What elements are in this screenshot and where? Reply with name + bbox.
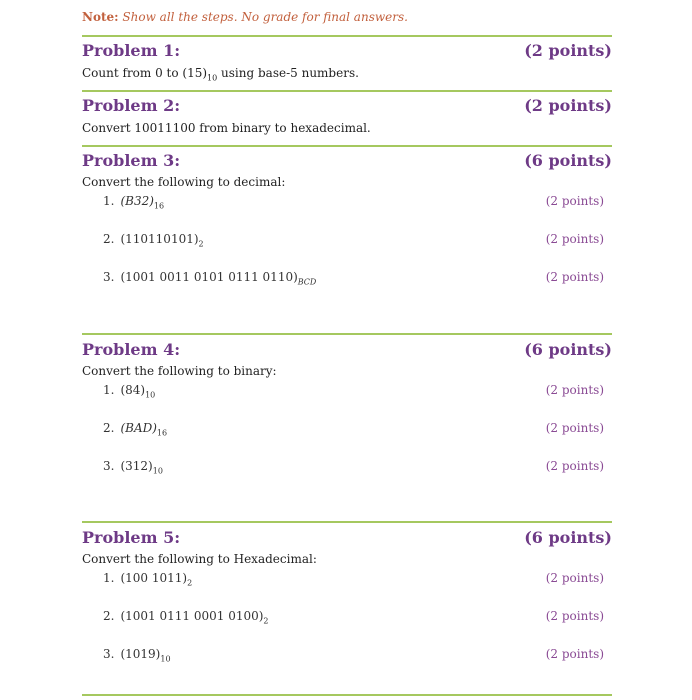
problem-3-points: (6 points) <box>524 151 612 170</box>
problem-3-item-1: 1. $(B32)_{16}$ <box>103 194 165 211</box>
problem-5-item-1: 1. (100 $1011)_2$ <box>103 571 193 588</box>
divider <box>82 521 612 523</box>
problem-3-title: Problem 3: <box>82 151 181 170</box>
note <box>82 10 408 24</box>
note-label: Note: <box>82 10 119 24</box>
problem-5-title: Problem 5: <box>82 528 181 547</box>
note-text: Show all the steps. No grade for final answers. <box>122 10 408 24</box>
problem-3-description: Convert the following to decimal: <box>82 175 286 189</box>
divider <box>82 35 612 37</box>
problem-4-item-3: 3. $(312)_{10}$ <box>103 459 163 476</box>
problem-4-item-2: 2. $(BAD)_{16}$ <box>103 421 168 438</box>
problem-4-item-1: 1. $(84)_{10}$ <box>103 383 156 400</box>
problem-5-description: Convert the following to Hexadecimal: <box>82 552 317 566</box>
problem-1-title: Problem 1: <box>82 41 181 60</box>
problem-4-item-1-points: (2 points) <box>545 383 604 397</box>
problem-5-item-3: 3. $(1019)_{10}$ <box>103 647 171 664</box>
divider <box>82 145 612 147</box>
divider <box>82 90 612 92</box>
problem-1-description: Count from 0 to $(15)_{10}$ using base-5 numbers. <box>82 66 359 83</box>
problem-5-item-3-points: (2 points) <box>545 647 604 661</box>
problem-4-item-3-points: (2 points) <box>545 459 604 473</box>
problem-5-item-2: 2. (1001 0111 0001 $0100)_2$ <box>103 609 269 626</box>
problem-4-points: (6 points) <box>524 340 612 359</box>
problem-5-points: (6 points) <box>524 528 612 547</box>
problem-5-item-1-points: (2 points) <box>545 571 604 585</box>
problem-4-description: Convert the following to binary: <box>82 364 277 378</box>
divider <box>82 333 612 335</box>
problem-3-item-2: 2. $(110110101)_2$ <box>103 232 204 249</box>
problem-3-item-3: 3. (1001 0011 0101 0111 $0110)_{BCD}$ <box>103 270 317 287</box>
problem-2-points: (2 points) <box>524 96 612 115</box>
problem-5-item-2-points: (2 points) <box>545 609 604 623</box>
problem-4-title: Problem 4: <box>82 340 181 359</box>
divider <box>82 694 612 696</box>
problem-2-description: Convert 10011100 from binary to hexadecimal. <box>82 121 371 135</box>
problem-2-title: Problem 2: <box>82 96 181 115</box>
problem-1-points: (2 points) <box>524 41 612 60</box>
problem-3-item-3-points: (2 points) <box>545 270 604 284</box>
problem-3-item-1-points: (2 points) <box>545 194 604 208</box>
problem-3-item-2-points: (2 points) <box>545 232 604 246</box>
problem-4-item-2-points: (2 points) <box>545 421 604 435</box>
